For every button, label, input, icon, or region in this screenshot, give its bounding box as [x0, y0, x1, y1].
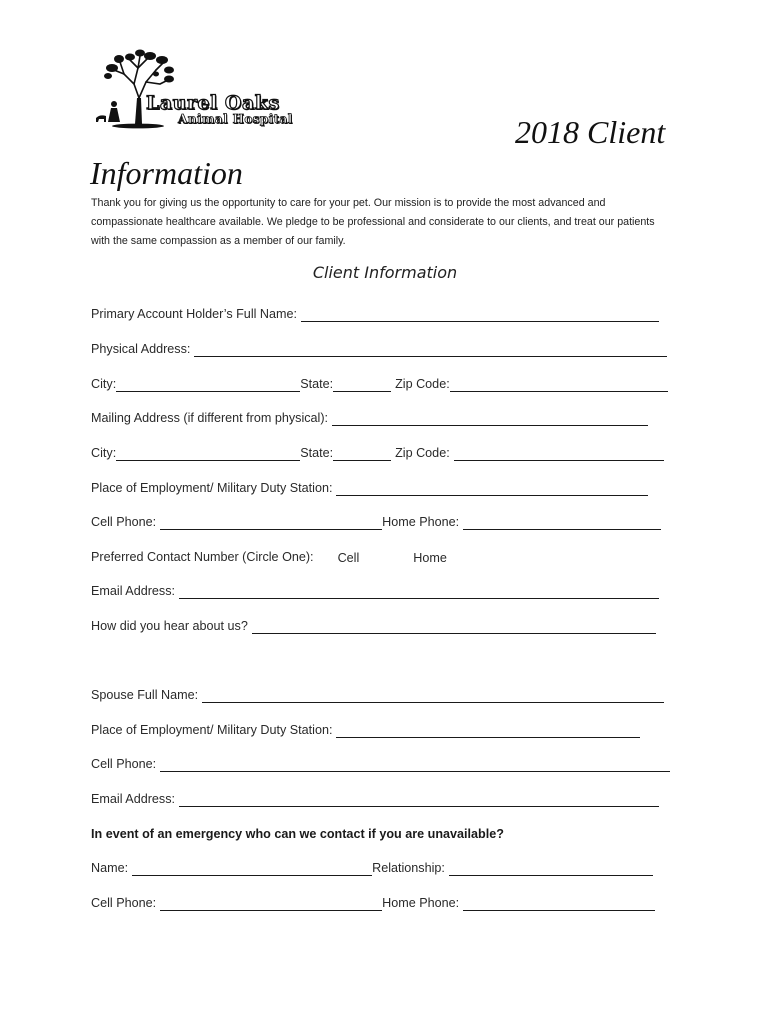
cell-phone-label: Cell Phone: [91, 515, 157, 529]
mailing-zip-field[interactable] [454, 446, 664, 461]
mailing-city-field[interactable] [116, 446, 300, 461]
form-title-part1: 2018 Client [515, 114, 666, 150]
home-phone-field[interactable] [463, 515, 661, 530]
preferred-option-cell[interactable]: Cell [337, 551, 360, 565]
preferred-contact-row [91, 545, 447, 565]
mailing-city-label: City: [91, 446, 117, 460]
preferred-contact-label: Preferred Contact Number (Circle One): [91, 550, 314, 564]
spouse-email-row [91, 787, 659, 807]
emergency-name-field[interactable] [132, 861, 372, 876]
emergency-phone-row [91, 891, 655, 911]
employment-row [91, 476, 648, 496]
mailing-city-state-zip-row [91, 441, 664, 461]
mailing-address-row [91, 406, 648, 426]
logo-name: Laurel Oaks [146, 92, 280, 114]
city-state-zip-row [91, 372, 668, 392]
emergency-question-row [91, 822, 504, 842]
city-field[interactable] [116, 377, 300, 392]
emergency-home-label: Home Phone: [382, 896, 460, 910]
emergency-question: In event of an emergency who can we contact if you are unavailable? [91, 827, 504, 841]
spouse-name-label: Spouse Full Name: [91, 688, 199, 702]
preferred-option-home[interactable]: Home [413, 551, 447, 565]
spouse-name-row [91, 683, 664, 703]
intro-paragraph: Thank you for giving us the opportunity to care for your pet. Our mission is to provide the most advanced and compassionate healthcare available. We pledge to be professional and considerate to our clients, and treat our patients with the same compassion as a member of our family. [91, 197, 655, 247]
emergency-name-row [91, 856, 653, 876]
spouse-employment-label: Place of Employment/ Military Duty Station: [91, 723, 333, 737]
primary-name-field[interactable] [301, 307, 659, 322]
city-label: City: [91, 377, 117, 391]
zip-label: Zip Code: [395, 377, 450, 391]
physical-address-row [91, 337, 667, 357]
emergency-cell-field[interactable] [160, 896, 382, 911]
logo-subtitle: Animal Hospital [178, 112, 293, 126]
spouse-cell-row [91, 752, 670, 772]
spouse-employment-field[interactable] [336, 723, 640, 738]
primary-name-label: Primary Account Holder’s Full Name: [91, 307, 298, 321]
spouse-cell-label: Cell Phone: [91, 757, 157, 771]
mailing-address-field[interactable] [332, 411, 648, 426]
cell-phone-field[interactable] [160, 515, 382, 530]
primary-name-row [91, 302, 659, 322]
spouse-name-field[interactable] [202, 688, 664, 703]
employment-field[interactable] [336, 481, 648, 496]
spouse-cell-field[interactable] [160, 757, 670, 772]
hospital-logo [94, 46, 298, 136]
spouse-email-field[interactable] [179, 792, 659, 807]
relationship-label: Relationship: [372, 861, 445, 875]
emergency-cell-label: Cell Phone: [91, 896, 157, 910]
email-field[interactable] [179, 584, 659, 599]
mailing-address-label: Mailing Address (if different from physical): [91, 411, 329, 425]
emergency-name-label: Name: [91, 861, 129, 875]
form-title-part2: Information [90, 155, 243, 191]
mailing-zip-label: Zip Code: [395, 446, 450, 460]
phone-row [91, 510, 661, 530]
mailing-state-label: State: [300, 446, 334, 460]
employment-label: Place of Employment/ Military Duty Station: [91, 481, 333, 495]
email-row [91, 579, 659, 599]
zip-field[interactable] [450, 377, 668, 392]
spouse-email-label: Email Address: [91, 792, 175, 806]
home-phone-label: Home Phone: [382, 515, 460, 529]
state-label: State: [300, 377, 334, 391]
tree-with-dog-icon [94, 46, 180, 132]
emergency-home-field[interactable] [463, 896, 655, 911]
physical-address-label: Physical Address: [91, 342, 191, 356]
state-field[interactable] [333, 377, 391, 392]
hear-about-row [91, 614, 656, 634]
spouse-employment-row [91, 718, 640, 738]
relationship-field[interactable] [449, 861, 653, 876]
mailing-state-field[interactable] [333, 446, 391, 461]
hear-about-field[interactable] [252, 619, 656, 634]
hear-about-label: How did you hear about us? [91, 619, 248, 633]
email-label: Email Address: [91, 584, 175, 598]
section-heading: Client Information [312, 263, 458, 282]
physical-address-field[interactable] [194, 342, 667, 357]
